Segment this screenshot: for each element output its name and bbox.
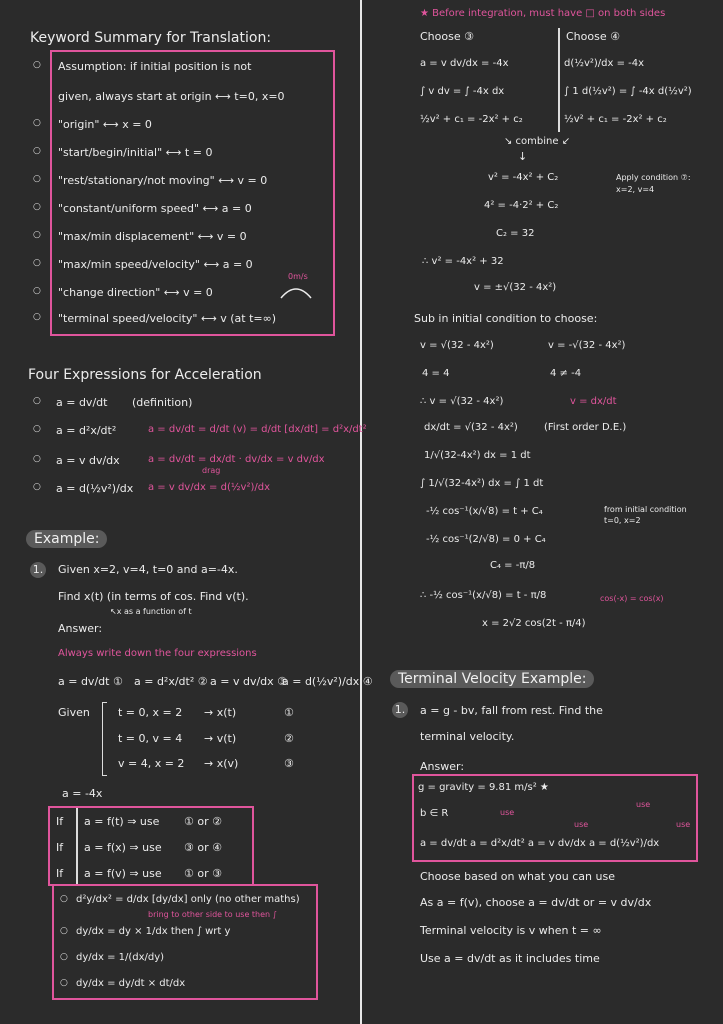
- v-dxdt: v = dx/dt: [570, 396, 617, 407]
- tv-box-line: g = gravity = 9.81 m/s² ★: [418, 782, 549, 793]
- bullet: ○: [60, 978, 68, 988]
- therefore-v2: ∴ v² = -4x² + 32: [422, 256, 504, 267]
- column-divider: [360, 0, 362, 1024]
- check-negative: 4 ≠ -4: [550, 368, 582, 379]
- separate-line: 1/√(32-4x²) dx = 1 dt: [424, 450, 531, 461]
- four-expressions-title: Four Expressions for Acceleration: [28, 367, 262, 383]
- always-line: Always write down the four expressions: [58, 648, 257, 659]
- notation-line: dy/dx = 1/(dx/dy): [76, 952, 165, 963]
- notation-line: d²y/dx² = d/dx [dy/dx] only (no other maths): [76, 894, 300, 905]
- given-number: ②: [284, 732, 294, 745]
- c4-value: C₄ = -π/8: [490, 560, 536, 571]
- form-4: a = d(½v²)/dx ④: [282, 675, 373, 688]
- keyword-summary-title: Keyword Summary for Translation:: [30, 30, 272, 46]
- keyword-line: given, always start at origin ⟷ t=0, x=0: [58, 90, 285, 103]
- bullet: ○: [33, 230, 41, 240]
- use-tag: use: [676, 820, 691, 829]
- tv-question-line: a = g - bv, fall from rest. Find the: [420, 704, 603, 717]
- expression-lhs: a = v dv/dx: [56, 454, 120, 467]
- form-1: a = dv/dt ①: [58, 675, 123, 688]
- notation-line: dy/dx = dy × 1/dx then ∫ wrt y: [76, 926, 231, 937]
- given-condition: t = 0, x = 2: [118, 706, 183, 719]
- expression-lhs: a = dv/dt: [56, 396, 108, 409]
- final-cos-line: ∴ -½ cos⁻¹(x/√8) = t - π/8: [420, 590, 547, 601]
- if-keyword: If: [56, 815, 64, 828]
- choose-3-line: ∫ v dv = ∫ -4x dx: [420, 86, 505, 97]
- tv-box-line: b ∈ R: [420, 808, 449, 819]
- given-label: Given: [58, 706, 90, 719]
- choose-4-line: ½v² + c₁ = -2x² + c₂: [564, 114, 667, 125]
- bullet: ○: [33, 60, 41, 70]
- if-use: ① or ②: [184, 815, 222, 828]
- notation-note: bring to other side to use then ∫: [148, 910, 277, 919]
- bullet: ○: [33, 454, 41, 464]
- tv-forms: a = dv/dt a = d²x/dt² a = v dv/dx a = d(½v²)/dx: [420, 838, 660, 849]
- choose-3-line: ½v² + c₁ = -2x² + c₂: [420, 114, 523, 125]
- bullet: ○: [60, 952, 68, 962]
- cos-line-2: -½ cos⁻¹(2/√8) = 0 + C₄: [426, 534, 546, 545]
- example-find-line: Find x(t) (in terms of cos. Find v(t).: [58, 590, 249, 603]
- x-final: x = 2√2 cos(2t - π/4): [482, 618, 586, 629]
- down-arrow: ↓: [518, 150, 528, 163]
- drag-note: drag: [202, 466, 221, 475]
- example-number: 1.: [30, 562, 46, 578]
- expression-lhs: a = d(½v²)/dx: [56, 482, 134, 495]
- use-tag: use: [500, 808, 515, 817]
- v-negative: v = -√(32 - 4x²): [548, 340, 626, 351]
- bullet: ○: [60, 894, 68, 904]
- expression-derivation: a = v dv/dx = d(½v²)/dx: [148, 482, 271, 493]
- de-line: dx/dt = √(32 - 4x²): [424, 422, 518, 433]
- apply-condition-note: Apply condition ⑦: x=2, v=4: [616, 173, 691, 194]
- example-note: ↖x as a function of t: [110, 607, 192, 616]
- tv-answer-label: Answer:: [420, 760, 465, 773]
- example-label: Example:: [26, 530, 107, 548]
- keyword-line: "change direction" ⟷ v = 0: [58, 286, 213, 299]
- keyword-line: "terminal speed/velocity" ⟷ v (at t=∞): [58, 312, 277, 325]
- form-3: a = v dv/dx ③: [210, 675, 288, 688]
- bullet: ○: [33, 146, 41, 156]
- combine-label: ↘ combine ↙: [504, 136, 571, 147]
- tv-question-line: terminal velocity.: [420, 730, 515, 743]
- solve-line: v² = -4x² + C₂: [488, 172, 559, 183]
- change-direction-note: 0m/s: [288, 272, 308, 281]
- right-column: [364, 0, 723, 1024]
- therefore-v: ∴ v = √(32 - 4x²): [420, 396, 504, 407]
- given-number: ①: [284, 706, 294, 719]
- if-condition: a = f(x) ⇒ use: [84, 841, 162, 854]
- acceleration-equation: a = -4x: [62, 787, 103, 800]
- cos-line-1: -½ cos⁻¹(x/√8) = t + C₄: [426, 506, 543, 517]
- turning-arc-icon: [278, 282, 314, 300]
- choose-3-label: Choose ③: [420, 30, 474, 43]
- v-positive: v = √(32 - 4x²): [420, 340, 494, 351]
- bullet: ○: [33, 482, 41, 492]
- form-2: a = d²x/dt² ②: [134, 675, 208, 688]
- bullet: ○: [33, 396, 41, 406]
- if-keyword: If: [56, 867, 64, 880]
- tv-number: 1.: [392, 702, 408, 718]
- keyword-line: Assumption: if initial position is not: [58, 60, 252, 73]
- use-tag: use: [574, 820, 589, 829]
- choose-3-line: a = v dv/dx = -4x: [420, 58, 509, 69]
- tv-line: Use a = dv/dt as it includes time: [420, 952, 600, 965]
- integration-note: ★ Before integration, must have □ on both sides: [420, 8, 666, 19]
- choose-4-line: d(½v²)/dx = -4x: [564, 58, 645, 69]
- keyword-line: "origin" ⟷ x = 0: [58, 118, 152, 131]
- given-target: → v(t): [204, 732, 237, 745]
- bullet: ○: [60, 926, 68, 936]
- bullet: ○: [33, 118, 41, 128]
- answer-label: Answer:: [58, 622, 103, 635]
- given-condition: v = 4, x = 2: [118, 757, 185, 770]
- bullet: ○: [33, 424, 41, 434]
- expression-derivation: a = dv/dt = dx/dt · dv/dx = v dv/dx: [148, 454, 325, 465]
- given-target: → x(v): [204, 757, 239, 770]
- cos-property: cos(-x) = cos(x): [600, 594, 664, 603]
- tv-line: Terminal velocity is v when t = ∞: [420, 924, 602, 937]
- given-target: → x(t): [204, 706, 237, 719]
- use-tag: use: [636, 800, 651, 809]
- if-use: ① or ③: [184, 867, 222, 880]
- bullet: ○: [33, 174, 41, 184]
- keyword-line: "max/min displacement" ⟷ v = 0: [58, 230, 247, 243]
- expression-lhs: a = d²x/dt²: [56, 424, 117, 437]
- example-given-line: Given x=2, v=4, t=0 and a=-4x.: [58, 563, 238, 576]
- expression-derivation: a = dv/dt = d/dt (v) = d/dt [dx/dt] = d²x/dt²: [148, 424, 367, 435]
- keyword-line: "rest/stationary/not moving" ⟷ v = 0: [58, 174, 268, 187]
- keyword-line: "constant/uniform speed" ⟷ a = 0: [58, 202, 252, 215]
- if-condition: a = f(t) ⇒ use: [84, 815, 160, 828]
- choose-divider: [558, 28, 560, 132]
- de-note: (First order D.E.): [544, 422, 627, 433]
- given-condition: t = 0, v = 4: [118, 732, 183, 745]
- tv-line: As a = f(v), choose a = dv/dt or = v dv/dx: [420, 896, 652, 909]
- keyword-line: "start/begin/initial" ⟷ t = 0: [58, 146, 213, 159]
- keyword-line: "max/min speed/velocity" ⟷ a = 0: [58, 258, 253, 271]
- bullet: ○: [33, 258, 41, 268]
- choose-4-line: ∫ 1 d(½v²) = ∫ -4x d(½v²): [564, 86, 692, 97]
- integrate-line: ∫ 1/√(32-4x²) dx = ∫ 1 dt: [420, 478, 544, 489]
- expression-note: (definition): [132, 396, 193, 409]
- bullet: ○: [33, 312, 41, 322]
- given-bracket: [102, 702, 107, 776]
- terminal-velocity-title: Terminal Velocity Example:: [390, 670, 594, 688]
- check-positive: 4 = 4: [422, 368, 450, 379]
- given-number: ③: [284, 757, 294, 770]
- if-column-line: [76, 808, 78, 884]
- if-use: ③ or ④: [184, 841, 222, 854]
- choose-4-label: Choose ④: [566, 30, 620, 43]
- solve-line: 4² = -4·2² + C₂: [484, 200, 559, 211]
- sub-line: Sub in initial condition to choose:: [414, 312, 598, 325]
- cos-note: from initial condition t=0, x=2: [604, 505, 687, 525]
- bullet: ○: [33, 202, 41, 212]
- bullet: ○: [33, 286, 41, 296]
- solve-line: C₂ = 32: [496, 228, 535, 239]
- v-plus-minus: v = ±√(32 - 4x²): [474, 282, 557, 293]
- notation-line: dy/dx = dy/dt × dt/dx: [76, 978, 186, 989]
- tv-line: Choose based on what you can use: [420, 870, 615, 883]
- if-keyword: If: [56, 841, 64, 854]
- if-condition: a = f(v) ⇒ use: [84, 867, 162, 880]
